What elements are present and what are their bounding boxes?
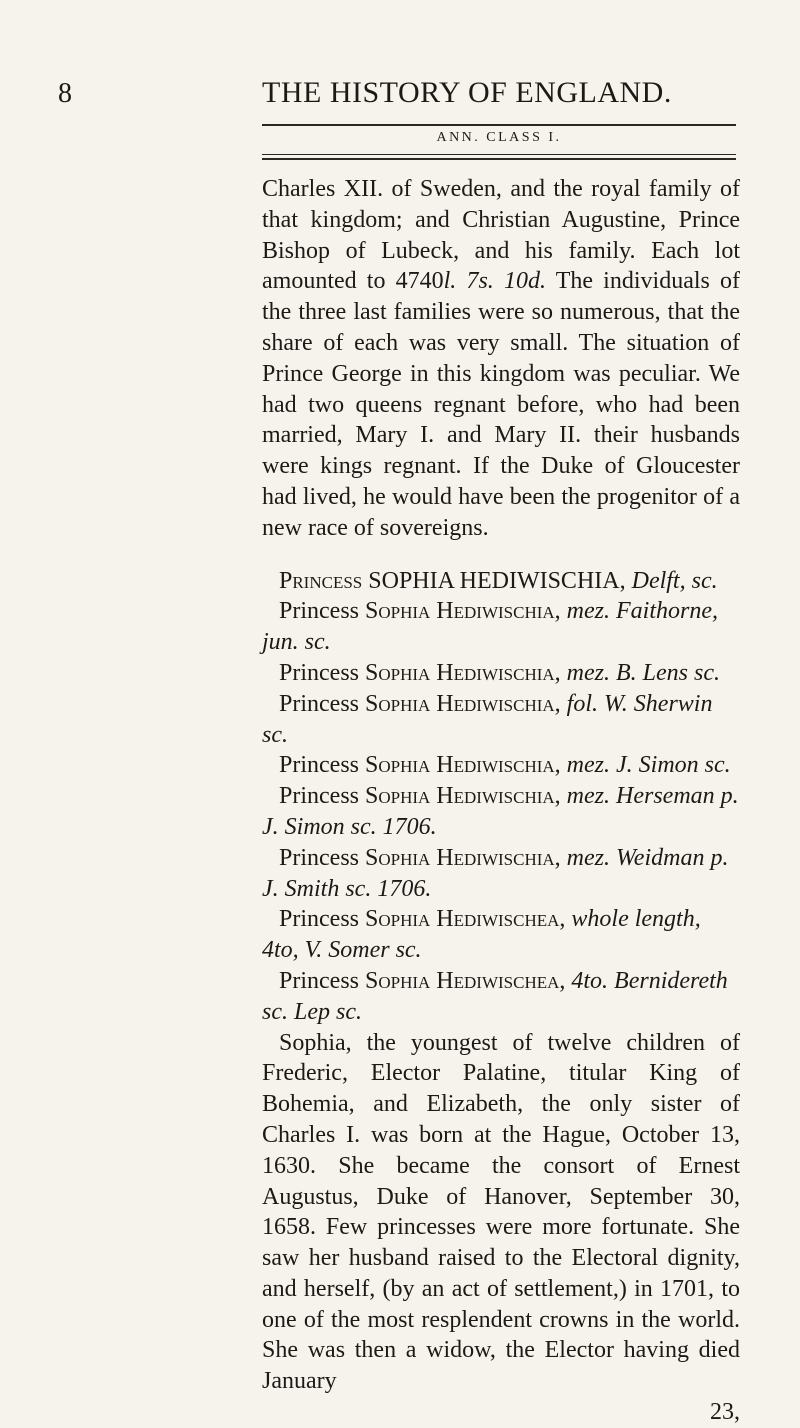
portrait-entry: Princess Sophia Hediwischea, whole length, 4to, V. Somer sc. [262, 906, 701, 964]
portrait-entry: Princess Sophia Hediwischia, mez. Herseman p. J. Simon sc. 1706. [262, 783, 739, 840]
class-label: ANN. CLASS I. [436, 130, 562, 145]
header-rule-bottom-thin [262, 154, 736, 155]
page-number: 8 [58, 78, 72, 109]
portrait-entry: Princess SOPHIA HEDIWISCHIA, Delft, sc. [279, 567, 718, 594]
page-header [0, 72, 800, 112]
running-title: THE HISTORY OF ENGLAND. [262, 76, 672, 109]
body-text [262, 174, 740, 1428]
paragraph-sophia: Sophia, the youngest of twelve children of Frederic, Elector Palatine, titular King of Bohemia, and Elizabeth, the only sister of Charles I. was born at the Hague, October 13, 1630. She became the consort of Ernest Augustus, Duke of Hanover, September 30, 1658. Few princesses were more fortunate. She saw her husband raised to the Electoral dignity, and herself, (by an act of settlement,) in 1701, to one of the most resplendent crowns in the world. She was then a widow, the Elector having died January [262, 1029, 740, 1395]
portrait-list [262, 566, 740, 1028]
portrait-entry: Princess Sophia Hediwischea, 4to. Bernidereth sc. Lep sc. [262, 967, 728, 1025]
header-rule-top [262, 124, 736, 126]
portrait-entry: Princess Sophia Hediwischia, mez. Weidman p. J. Smith sc. 1706. [262, 844, 729, 902]
portrait-entry: Princess Sophia Hediwischia, mez. J. Simon sc. [279, 752, 731, 779]
catchword: 23, [710, 1399, 740, 1426]
portrait-entry: Princess Sophia Hediwischia, fol. W. Sherwin sc. [262, 690, 713, 748]
header-rule-bottom-thick [262, 158, 736, 160]
paragraph-charles: Charles XII. of Sweden, and the royal family of that kingdom; and Christian Augustine, Prince Bishop of Lubeck, and his family. Each lot amounted to 4740l. 7s. 10d. The individuals of the three last families were so numerous, that the share of each was very small. The situation of Prince George in this kingdom was peculiar. We had two queens regnant before, who had been married, Mary I. and Mary II. their husbands were kings regnant. If the Duke of Gloucester had lived, he would have been the progenitor of a new race of sovereigns. [262, 176, 741, 541]
portrait-entry: Princess Sophia Hediwischia, mez. B. Lens sc. [279, 659, 720, 686]
portrait-entry: Princess Sophia Hediwischia, mez. Faithorne, jun. sc. [262, 598, 718, 656]
